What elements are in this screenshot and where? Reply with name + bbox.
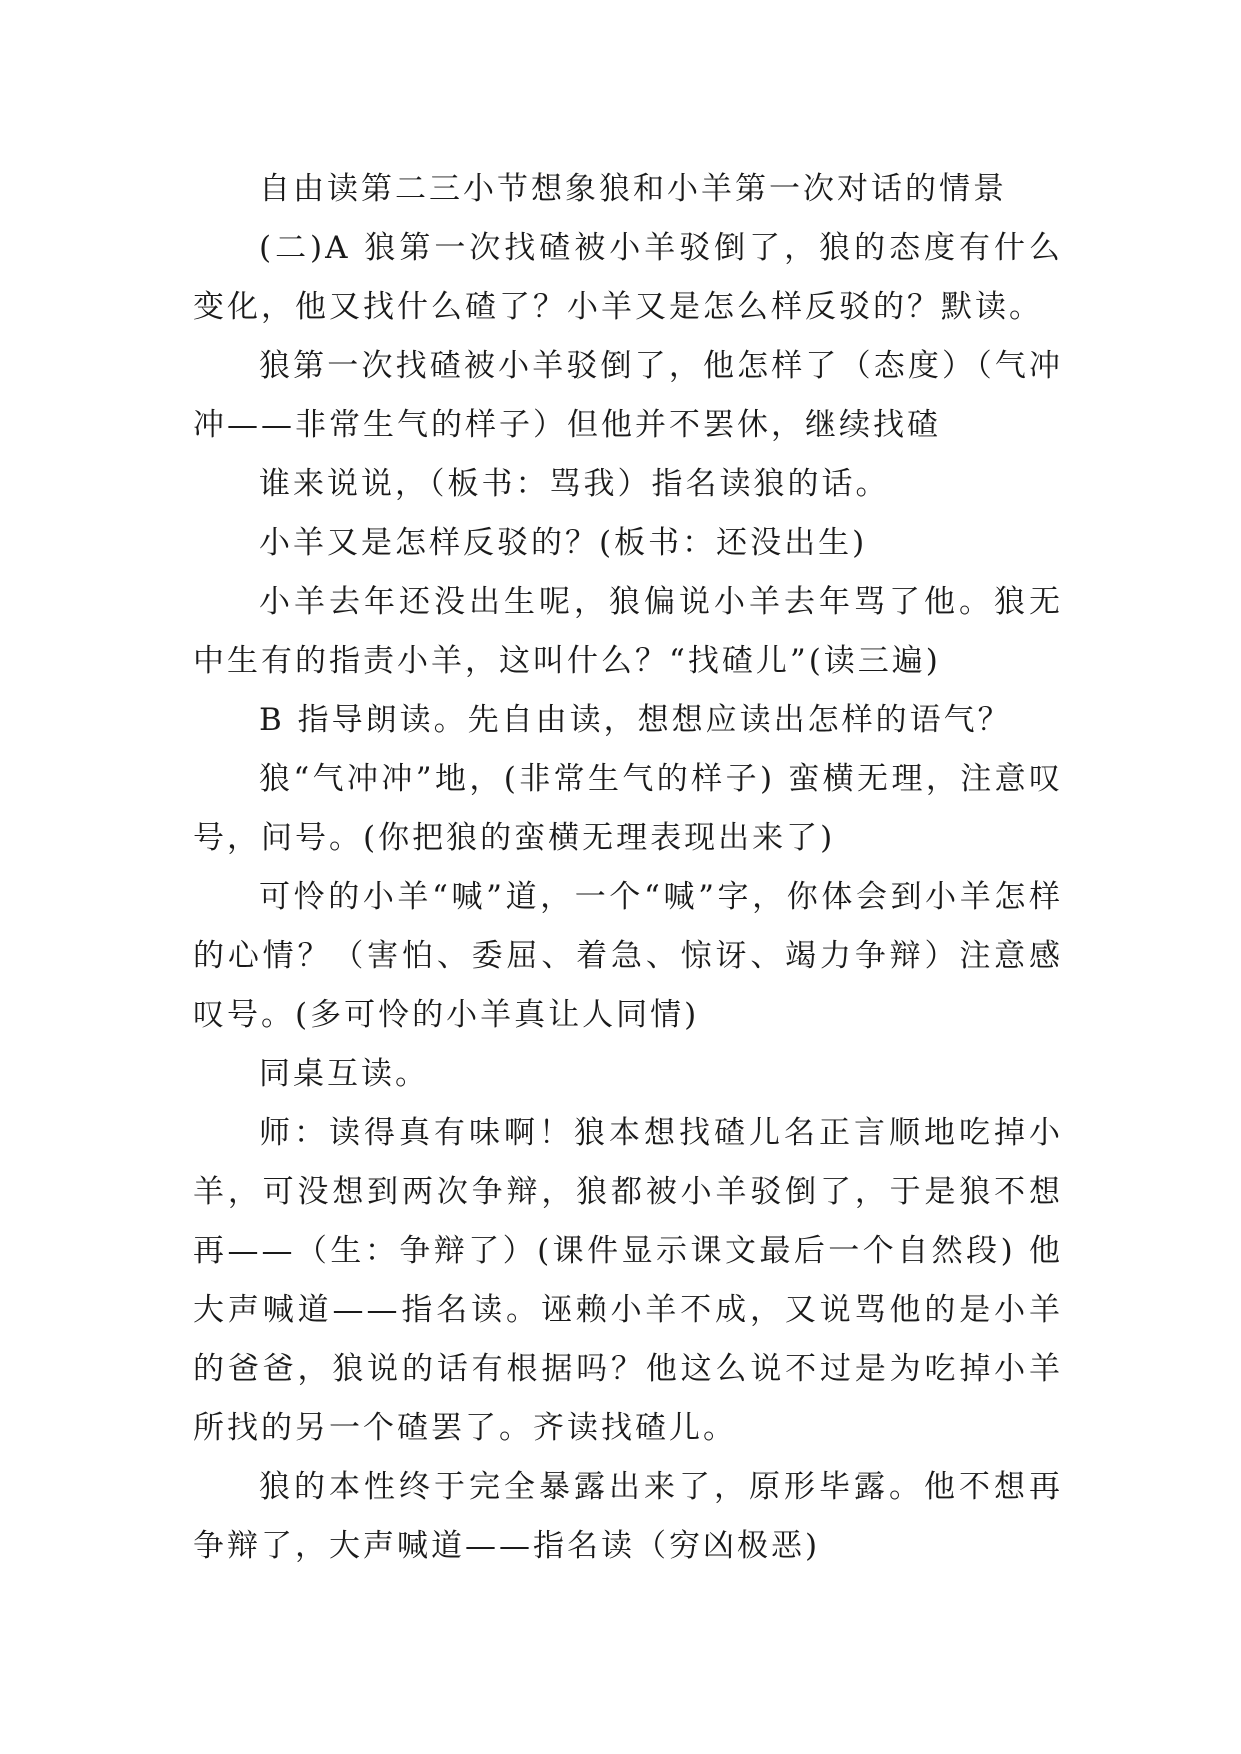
paragraph: 师：读得真有味啊！狼本想找碴儿名正言顺地吃掉小羊，可没想到两次争辩，狼都被小羊驳倒了，于是狼不想再——（生：争辩了）(课件显示课文最后一个自然段) 他大声喊道——指名读。诬赖小羊不成，又说骂他的是小羊的爸爸，狼说的话有根据吗？他这么说不过是为吃掉小羊所找的另一个碴罢了。齐读找碴儿。 bbox=[193, 1115, 1063, 1446]
paragraph: 小羊去年还没出生呢，狼偏说小羊去年骂了他。狼无中生有的指责小羊，这叫什么？“找碴儿”(读三遍) bbox=[193, 584, 1063, 679]
paragraph: 谁来说说，（板书：骂我）指名读狼的话。 bbox=[259, 466, 890, 502]
paragraph: 可怜的小羊“喊”道，一个“喊”字，你体会到小羊怎样的心情？（害怕、委屈、着急、惊讶、竭力争辩）注意感叹号。(多可怜的小羊真让人同情) bbox=[193, 879, 1063, 1033]
document-body bbox=[193, 160, 1063, 1576]
paragraph: 小羊又是怎样反驳的？(板书：还没出生) bbox=[259, 525, 868, 561]
paragraph: 狼“气冲冲”地，(非常生气的样子) 蛮横无理，注意叹号，问号。(你把狼的蛮横无理表现出来了) bbox=[193, 761, 1063, 856]
paragraph: 狼第一次找碴被小羊驳倒了，他怎样了（态度）（气冲冲——非常生气的样子）但他并不罢休，继续找碴 bbox=[193, 348, 1063, 443]
paragraph: B 指导朗读。先自由读，想想应读出怎样的语气？ bbox=[259, 702, 1012, 738]
paragraph: 同桌互读。 bbox=[259, 1056, 429, 1092]
paragraph: 自由读第二三小节想象狼和小羊第一次对话的情景 bbox=[259, 171, 1007, 207]
paragraph: 狼的本性终于完全暴露出来了，原形毕露。他不想再争辩了，大声喊道——指名读（穷凶极恶) bbox=[193, 1469, 1063, 1564]
paragraph: (二)A 狼第一次找碴被小羊驳倒了，狼的态度有什么变化，他又找什么碴了？小羊又是怎么样反驳的？默读。 bbox=[193, 230, 1063, 325]
